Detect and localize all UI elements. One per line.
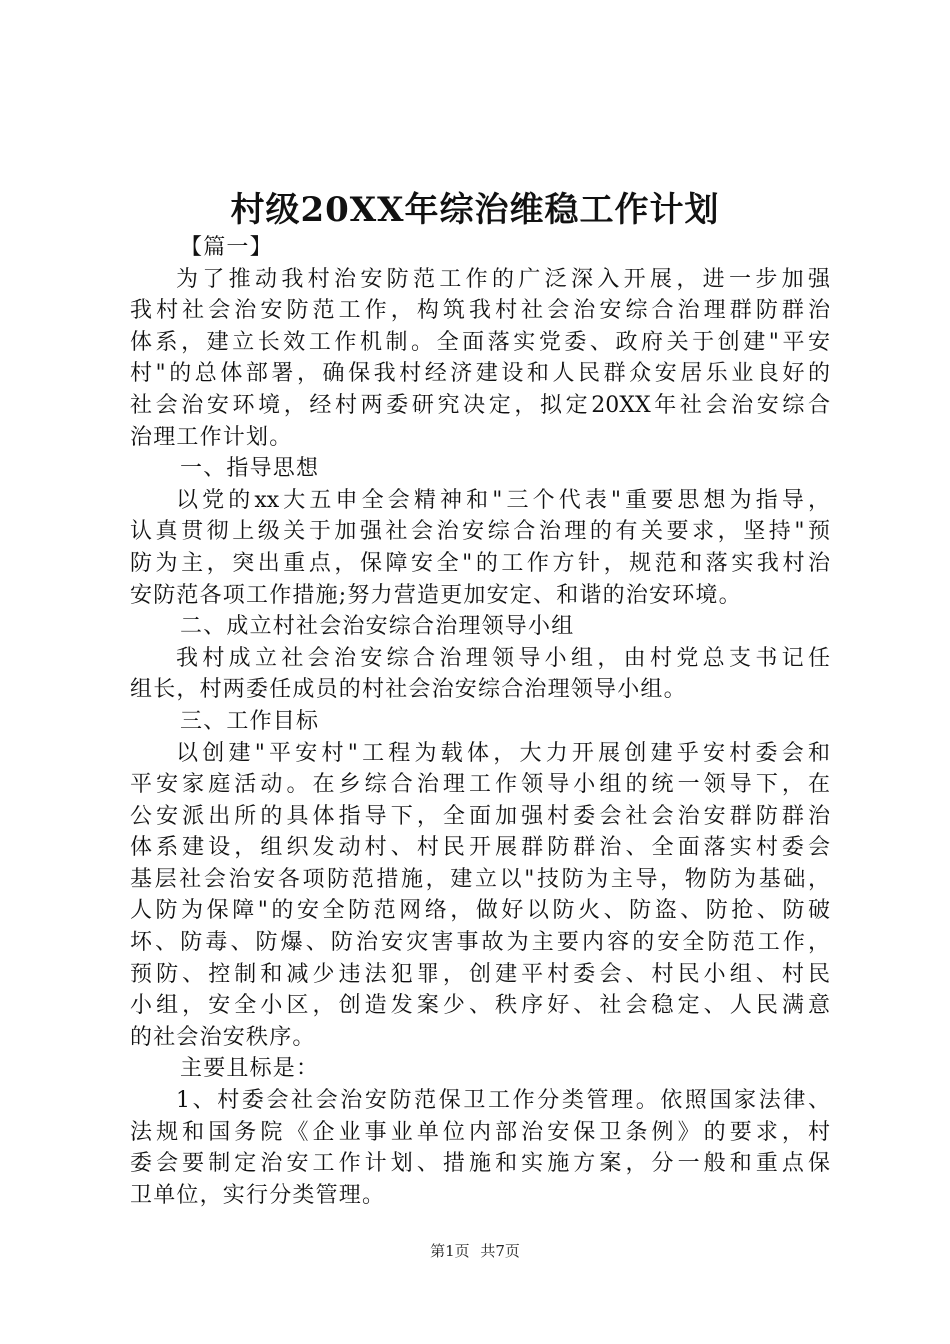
paragraph-line: 预防、控制和减少违法犯罪，创建平村委会、村民小组、村民 [130,961,830,987]
paragraph-line: 以党的xx大五申全会精神和"三个代表"重要思想为指导， [176,487,830,513]
page-footer [0,1240,950,1262]
paragraph-line: 安防范各项工作措施;努力营造更加安定、和谐的治安环境。 [130,582,742,608]
paragraph-line: 我村成立社会治安综合治理领导小组，由村党总支书记任 [176,645,830,671]
paragraph-line: 以创建"平安村"工程为载体，大力开展创建乎安村委会和 [176,740,830,766]
paragraph-line: 治理工作计划。 [130,424,293,450]
paragraph-line: 村"的总体部署，确保我村经济建设和人民群众安居乐业良好的 [130,361,830,387]
paragraph-line: 法规和国务院《企业事业单位内部治安保卫条例》的要求，村 [130,1119,830,1145]
paragraph-line: 人防为保障"的安全防范网络，做好以防火、防盗、防抢、防破 [130,898,830,924]
paragraph-line: 组长，村两委任成员的村社会治安综合治理领导小组。 [130,677,687,703]
paragraph-line: 体系，建立长效工作机制。全面落实党委、政府关于创建"平安 [130,329,830,355]
paragraph-line: 为了推动我村治安防范工作的广泛深入开展，进一步加强 [176,266,830,292]
paragraph-line: 1、村委会社会治安防范保卫工作分类管理。依照国家法律、 [176,1088,830,1114]
paragraph-line: 公安派出所的具体指导下，全面加强村委会社会治安群防群治 [130,803,830,829]
paragraph-line: 防为主，突出重点，保障安全"的工作方针，规范和落实我村治 [130,550,830,576]
paragraph-line: 的社会治安秩序。 [130,1024,316,1050]
section-heading: 主要且标是： [180,1056,320,1082]
page-number: 第1页 [430,1242,470,1260]
paragraph-line: 认真贯彻上级关于加强社会治安综合治理的有关要求，坚持"预 [130,519,830,545]
paragraph-line: 社会治安环境，经村两委研究决定，拟定20XX年社会治安综合 [130,392,830,418]
page-total: 共7页 [480,1242,520,1260]
section-tag: 【篇一】 [180,235,273,260]
document-body [130,232,830,1211]
paragraph-line: 卫单位，实行分类管理。 [130,1182,386,1208]
paragraph-line: 基层社会治安各项防范措施，建立以"技防为主导，物防为基础， [130,866,830,892]
section-heading: 三、工作目标 [180,708,320,734]
section-heading: 二、成立村社会治安综合治理领导小组 [180,614,575,640]
paragraph-line: 我村社会治安防范工作，构筑我村社会治安综合治理群防群治 [130,298,830,324]
section-heading: 一、指导思想 [180,456,320,482]
paragraph-line: 小组，安全小区，创造发案少、秩序好、社会稳定、人民满意 [130,993,830,1019]
document-title: 村级20XX年综治维稳工作计划 [230,190,720,230]
paragraph-line: 坏、防毒、防爆、防治安灾害事故为主要内容的安全防范工作， [130,930,830,956]
paragraph-line: 委会要制定治安工作计划、措施和实施方案，分一般和重点保 [130,1151,830,1177]
paragraph-line: 平安家庭活动。在乡综合治理工作领导小组的统一领导下，在 [130,772,830,798]
paragraph-line: 体系建设，组织发动村、村民开展群防群治、全面落实村委会 [130,835,830,861]
